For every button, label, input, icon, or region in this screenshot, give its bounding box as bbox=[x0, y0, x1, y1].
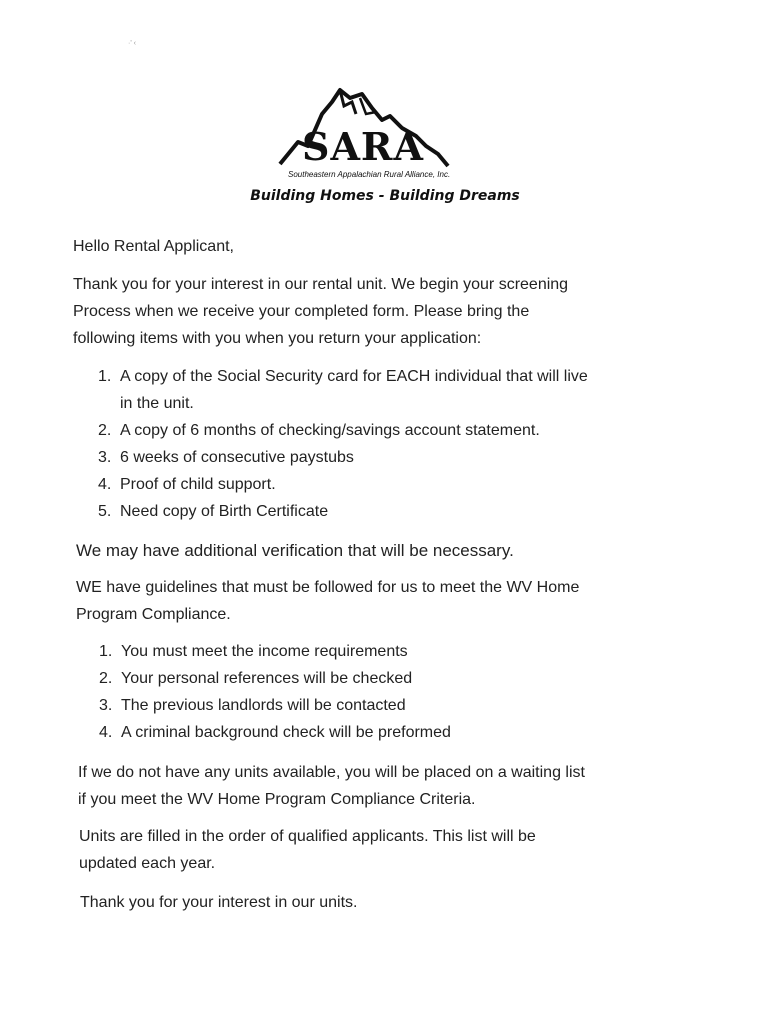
waiting-list-line: If we do not have any units available, you will be placed on a waiting list bbox=[78, 764, 585, 781]
intro-line: following items with you when you return your application: bbox=[73, 330, 482, 347]
guidelines-paragraph bbox=[76, 574, 579, 628]
waiting-list-paragraph bbox=[78, 759, 585, 813]
list-item: 1. You must meet the income requirements bbox=[99, 643, 408, 660]
intro-line: Process when we receive your completed form. Please bring the bbox=[73, 303, 530, 320]
order-line: Units are filled in the order of qualified applicants. This list will be bbox=[79, 828, 536, 845]
list-item: 4. A criminal background check will be preformed bbox=[99, 724, 451, 741]
list-item: 2. Your personal references will be checked bbox=[99, 670, 413, 687]
list-item: 5. Need copy of Birth Certificate bbox=[98, 503, 329, 520]
guidelines-line: WE have guidelines that must be followed for us to meet the WV Home bbox=[76, 579, 580, 596]
items-to-bring-list bbox=[98, 363, 588, 525]
intro-line: Thank you for your interest in our rental unit. We begin your screening bbox=[73, 276, 569, 293]
intro-paragraph bbox=[73, 271, 568, 352]
list-item: 3. The previous landlords will be contacted bbox=[99, 697, 406, 714]
verification-note: We may have additional verification that will be necessary. bbox=[76, 541, 514, 560]
greeting: Hello Rental Applicant, bbox=[73, 238, 234, 255]
order-paragraph bbox=[79, 823, 536, 877]
sara-logo bbox=[240, 84, 530, 214]
waiting-list-line: if you meet the WV Home Program Compliance Criteria. bbox=[78, 791, 476, 808]
logo-wordmark: SARA bbox=[302, 124, 424, 169]
order-line: updated each year. bbox=[79, 855, 216, 872]
list-item: 3. 6 weeks of consecutive paystubs bbox=[98, 449, 354, 466]
logo-org-name: Southeastern Appalachian Rural Alliance, Inc. bbox=[288, 170, 451, 179]
list-item: 2. A copy of 6 months of checking/savings account statement. bbox=[98, 422, 540, 439]
guidelines-line: Program Compliance. bbox=[76, 606, 231, 623]
list-item: 1. A copy of the Social Security card for EACH individual that will live in the unit. bbox=[98, 368, 588, 412]
list-item: 4. Proof of child support. bbox=[98, 476, 276, 493]
stray-mark: ·' ‹ bbox=[128, 40, 136, 47]
closing-line: Thank you for your interest in our units. bbox=[80, 894, 358, 911]
logo-tagline: Building Homes - Building Dreams bbox=[250, 188, 520, 204]
guidelines-list bbox=[99, 638, 451, 746]
